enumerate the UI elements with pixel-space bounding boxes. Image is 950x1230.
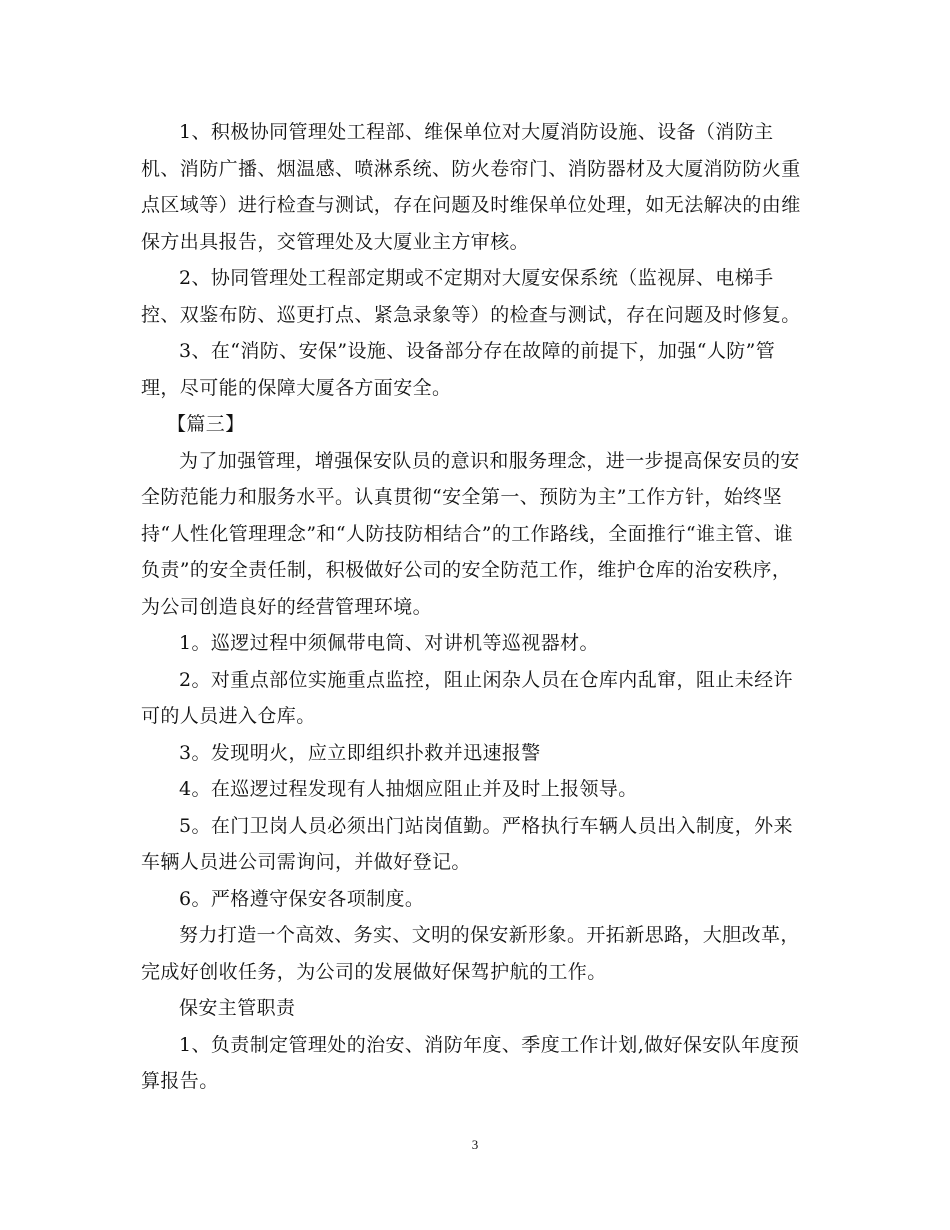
subheading-supervisor-duties: 保安主管职责	[179, 997, 296, 1019]
list-item-gate-duty: 5。在门卫岗人员必须出门站岗值勤。严格执行车辆人员出入制度，外来车辆人员进公司需询问，并做好登记。	[141, 814, 793, 873]
list-item-fire-response: 3。发现明火，应立即组织扑救并迅速报警	[179, 741, 541, 764]
paragraph-human-defense: 3、在“消防、安保”设施、设备部分存在故障的前提下，加强“人防”管理，尽可能的保障大厦各方面安全。	[141, 340, 776, 399]
list-item-smoking-report: 4。在巡逻过程发现有人抽烟应阻止并及时上报领导。	[179, 778, 638, 800]
paragraph-goal: 努力打造一个高效、务实、文明的保安新形象。开拓新思路，大胆改革，完成好创收任务，为公司的发展做好保驾护航的工作。	[141, 924, 800, 983]
section-heading-part-three: 【篇三】	[167, 413, 245, 435]
paragraph-fire-equipment-inspection: 1、积极协同管理处工程部、维保单位对大厦消防设施、设备（消防主机、消防广播、烟温感、喷淋系统、防火卷帘门、消防器材及大厦消防防火重点区域等）进行检查与测试，存在问题及时维保单位处理，如无法解决的由维保方出具报告，交管理处及大厦业主方审核。	[141, 121, 801, 253]
document-body	[141, 114, 805, 1100]
list-item-key-area-monitoring: 2。对重点部位实施重点监控，阻止闲杂人员在仓库内乱窜，阻止未经许可的人员进入仓库。	[141, 668, 793, 727]
paragraph-security-system-inspection: 2、协同管理处工程部定期或不定期对大厦安保系统（监视屏、电梯手控、双鉴布防、巡更打点、紧急录象等）的检查与测试，存在问题及时修复。	[141, 267, 801, 326]
list-item-rules-compliance: 6。严格遵守保安各项制度。	[179, 887, 425, 910]
list-item-patrol-equipment: 1。巡逻过程中须佩带电筒、对讲机等巡视器材。	[179, 632, 599, 654]
paragraph-intro: 为了加强管理，增强保安队员的意识和服务理念，进一步提高保安员的安全防范能力和服务水平。认真贯彻“安全第一、预防为主”工作方针，始终坚持“人性化管理理念”和“人防技防相结合”的工作路线，全面推行“谁主管、谁负责”的安全责任制，积极做好公司的安全防范工作，维护仓库的治安秩序，为公司创造良好的经营管理环境。	[141, 449, 800, 618]
list-item-plan-and-budget: 1、负责制定管理处的治安、消防年度、季度工作计划,做好保安队年度预算报告。	[141, 1033, 800, 1092]
page-number: 3	[471, 1137, 479, 1152]
